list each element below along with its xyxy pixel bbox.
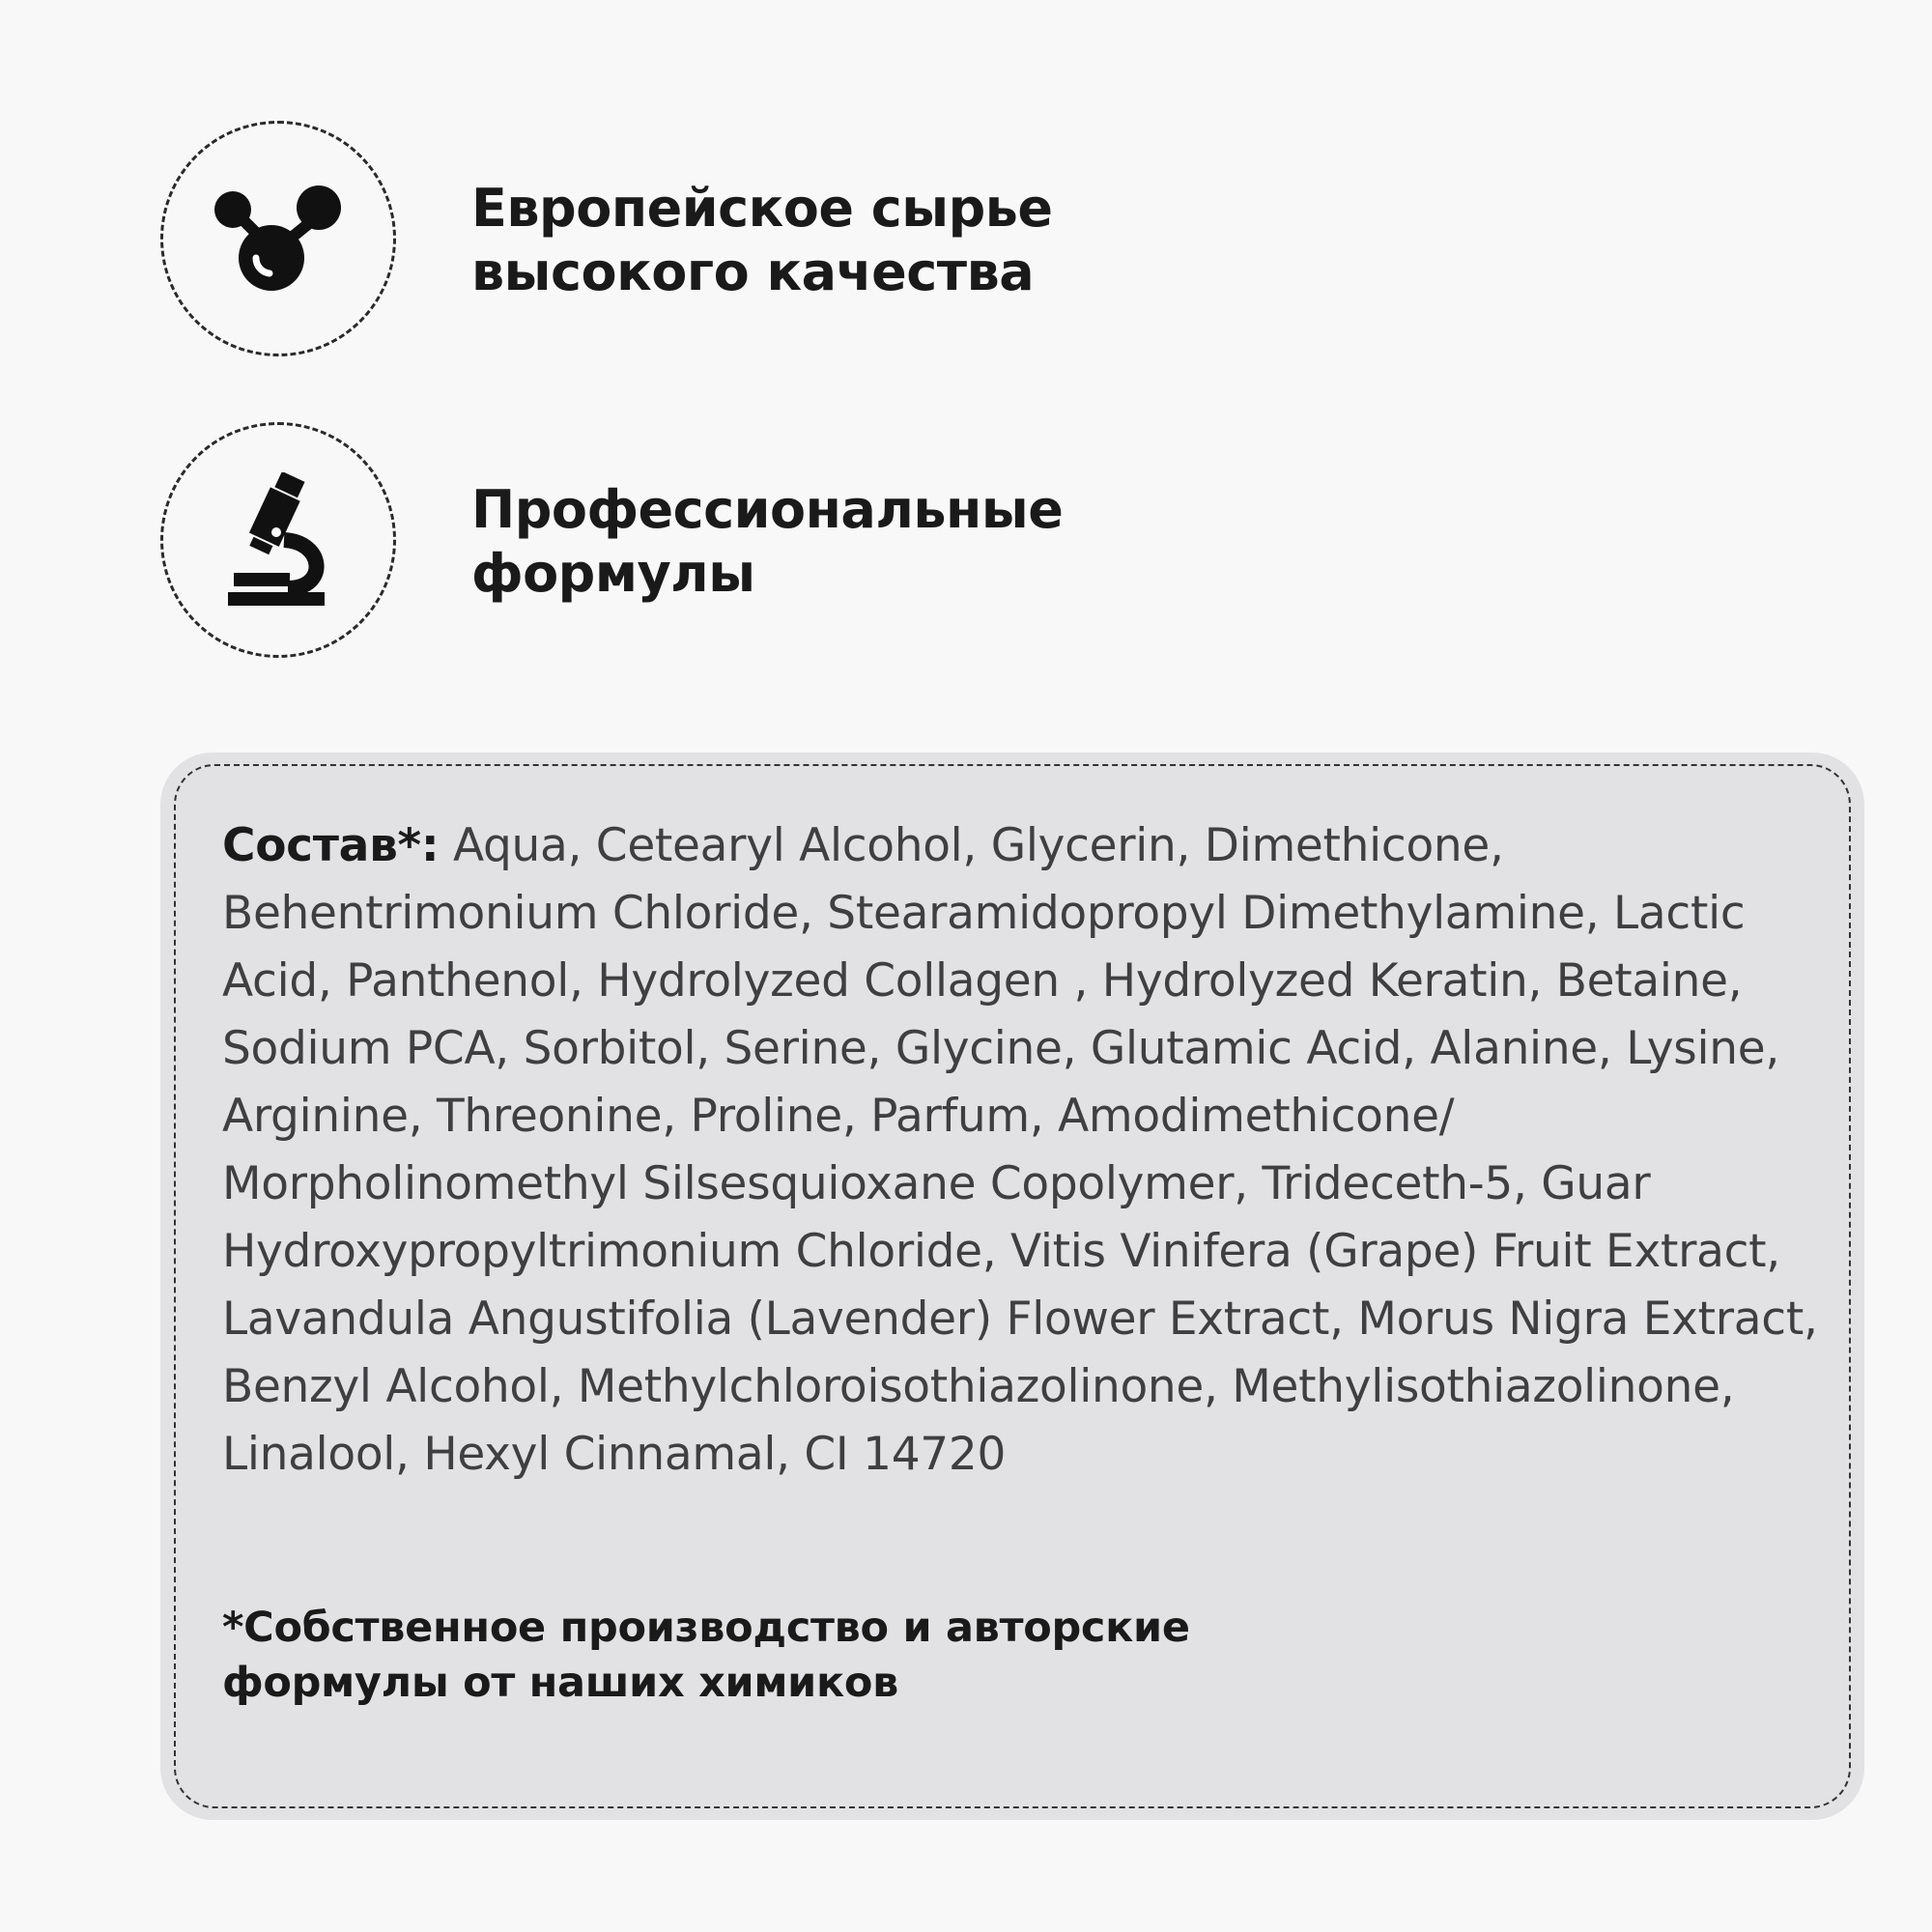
composition-line: Lavandula Angustifolia (Lavender) Flower Extract, Morus Nigra Extract, bbox=[222, 1293, 1818, 1346]
composition-line: Benzyl Alcohol, Methylchloroisothiazolinone, Methylisothiazolinone, bbox=[222, 1360, 1735, 1413]
composition-line: Morpholinomethyl Silsesquioxane Copolymer, Trideceth-5, Guar bbox=[222, 1157, 1651, 1210]
composition-label: Состав*: bbox=[222, 819, 440, 872]
composition-line-text: Aqua, Cetearyl Alcohol, Glycerin, Dimethicone, bbox=[439, 819, 1504, 872]
feature-professional-formulas bbox=[160, 422, 1609, 662]
feature-title bbox=[471, 478, 1437, 606]
composition-line: Sodium PCA, Sorbitol, Serine, Glycine, Glutamic Acid, Alanine, Lysine, bbox=[222, 1022, 1779, 1075]
footnote bbox=[222, 1601, 1671, 1711]
feature-european-raw-materials bbox=[160, 121, 1609, 360]
composition-line: Arginine, Threonine, Proline, Parfum, Amodimethicone/ bbox=[222, 1090, 1455, 1143]
composition-line: Hydroxypropyltrimonium Chloride, Vitis Vinifera (Grape) Fruit Extract, bbox=[222, 1225, 1780, 1278]
molecule-icon bbox=[206, 181, 351, 297]
feature-title-line: Профессиональные bbox=[471, 479, 1064, 540]
feature-title-line: высокого качества bbox=[471, 242, 1035, 302]
composition-line: Acid, Panthenol, Hydrolyzed Collagen , Hydrolyzed Keratin, Betaine, bbox=[222, 954, 1743, 1008]
footnote-line: *Собственное производство и авторские bbox=[222, 1604, 1190, 1652]
feature-title bbox=[471, 177, 1437, 304]
microscope-icon bbox=[220, 472, 336, 608]
feature-title-line: формулы bbox=[471, 543, 755, 604]
molecule-icon-circle bbox=[160, 121, 396, 356]
composition-line bbox=[222, 812, 1816, 880]
composition-panel bbox=[160, 753, 1864, 1820]
composition-line: Linalool, Hexyl Cinnamal, CI 14720 bbox=[222, 1428, 1007, 1481]
composition-line: Behentrimonium Chloride, Stearamidopropyl Dimethylamine, Lactic bbox=[222, 887, 1746, 940]
feature-title-line: Европейское сырье bbox=[471, 178, 1053, 239]
composition-text bbox=[222, 812, 1816, 1489]
footnote-line: формулы от наших химиков bbox=[222, 1659, 899, 1707]
microscope-icon-circle bbox=[160, 422, 396, 658]
